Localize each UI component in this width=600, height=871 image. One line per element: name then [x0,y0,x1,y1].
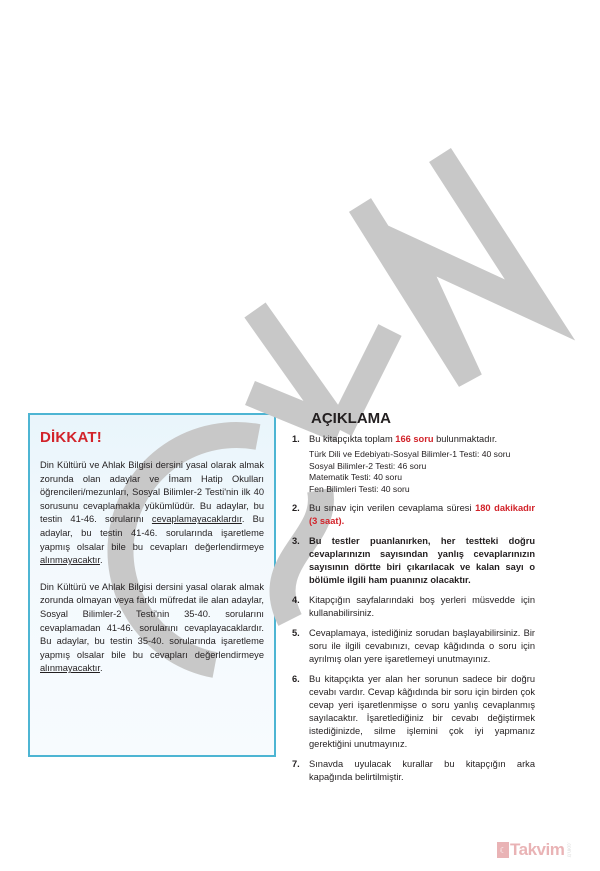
item-number: 5. [292,628,300,638]
item-text: Cevaplamaya, istediğiniz sorudan başlayabilirsiniz. Bir soru ile ilgili cevabınızı, cevap kâğıdında o soru için ayrılmış olan yere işaretlemeyi unutmayınız. [309,628,535,664]
item-number: 2. [292,503,300,513]
logo-tld: .com.tr [565,842,572,858]
notice-paragraph-2 [40,581,264,676]
notice-paragraph-1 [40,459,264,568]
text: Din Kültürü ve Ahlak Bilgisi dersini yasal olarak almak zorunda olmayan veya farklı müfredat ile alan adaylar, Sosyal Bilimler-2 Testi'nin 35-40. sorularını cevaplamadan 41-46. sorularını cevaplayacaklardır. Bu adaylar, bu testin 35-40. sorularında işaretleme yapmış olsalar bile bu cevapları değerlendirmeye [40,581,264,660]
item-text: Kitapçığın sayfalarındaki boş yerleri müsvedde için kullanabilirsiniz. [309,595,535,618]
underlined-text: alınmayacaktır [40,555,100,566]
text: Bu kitapçıkta toplam [309,434,396,444]
list-item [289,502,535,528]
highlight-text: 166 soru [395,434,434,444]
list-item [289,594,535,620]
list-item [289,433,535,495]
item-number: 7. [292,759,300,769]
underlined-text: alınmayacaktır [40,663,100,674]
list-item [289,758,535,784]
list-item [289,673,535,751]
item-number: 4. [292,595,300,605]
takvim-logo [497,840,571,860]
test-list-item: Matematik Testi: 40 soru [309,472,402,482]
test-list [309,449,535,495]
logo-text: Takvim [510,840,565,859]
text: . Bu adaylar, bu testin 41-46. sorularında işaretleme yapmış olsalar bile bu cevapları değerlendirmeye [40,514,264,552]
explanation-title: AÇIKLAMA [311,410,391,427]
item-text [309,502,535,528]
item-number: 1. [292,434,300,444]
text: . [99,663,103,674]
text: . [341,516,345,526]
highlight-text: 180 dakikadır (3 saat) [309,503,535,526]
text: . [99,555,103,566]
item-text: Bu kitapçıkta yer alan her sorunun sadece bir doğru cevabı vardır. Cevap kâğıdında bir soru için birden çok cevap yeri işaretlenmişse o soru yanlış cevaplanmış sayılacaktır. İşaretlediğiniz bir cevabı değiştirmek istediğinizde, silme işlemini çok iyi yapmanız gerektiğini unutmayınız. [309,674,535,749]
text: Din Kültürü ve Ahlak Bilgisi dersini yasal olarak almak zorunda olan adaylar ve İmam Hatip Okulları öğrencileri/mezunları, Sosyal Bilimler-2 Testi'nin ilk 40 sorusunu cevaplamakla yükümlüdür. Bu adaylar, bu testin 41-46. sorularını [40,460,264,525]
text: Bu sınav için verilen cevaplama süresi [309,503,476,513]
item-number: 3. [292,536,300,546]
turkish-flag-icon: ☾ [497,842,509,858]
test-list-item: Sosyal Bilimler-2 Testi: 46 soru [309,460,427,471]
test-list-item: Fen Bilimleri Testi: 40 soru [309,483,410,494]
item-number: 6. [292,674,300,684]
item-text: Bu testler puanlanırken, her testteki doğru cevaplarınızın sayısından yanlış cevaplarınızın sayısının dörtte biri çıkarılacak ve kalan sayı o bölümle ilgili ham puanınız olacaktır. [309,536,535,585]
notice-title: DİKKAT! [40,429,102,446]
list-item [289,627,535,666]
test-list-item: Türk Dili ve Edebiyatı-Sosyal Bilimler-1 Testi: 40 soru [309,449,511,459]
item-text: Sınavda uyulacak kurallar bu kitapçığın arka kapağında belirtilmiştir. [309,759,535,782]
explanation-section [289,410,535,791]
notice-content [28,413,276,757]
item-text [309,433,535,495]
text: bulunmaktadır. [433,434,498,444]
underlined-text: cevaplamayacaklardır [151,514,242,525]
list-item [289,535,535,587]
